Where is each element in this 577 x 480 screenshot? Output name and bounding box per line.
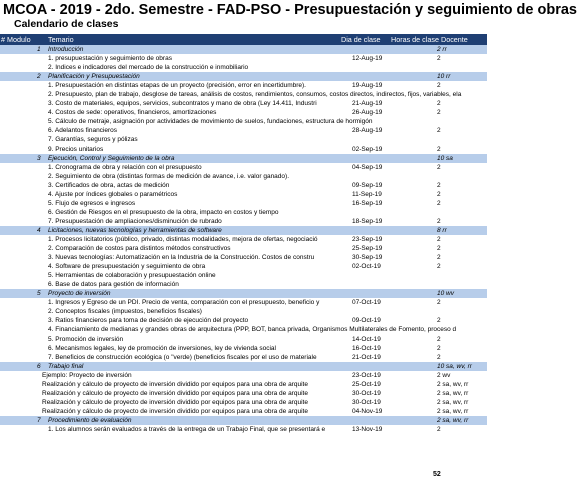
topic-cell: 6. Gestión de Riesgos en el presupuesto de la obra, impacto en costos y tiempo: [48, 208, 279, 216]
topic-cell: 2. Presupuesto, plan de trabajo, desglose de tareas, análisis de costos, rendimientos, consumos, costos directos, indirectos, fijos, variables, ela: [48, 91, 462, 99]
hours-teacher-cell: 2: [437, 245, 441, 253]
topic-cell: Introducción: [48, 46, 84, 53]
table-row[interactable]: [0, 190, 487, 199]
topic-cell: 4. Financiamiento de medianas y grandes obras de arquitectura (PPP, BOT, banca privada, Organismos Multilaterales de Fomento, proceso d: [48, 326, 457, 334]
class-date-cell: 23-Oct-19: [352, 371, 381, 379]
topic-cell: 7. Beneficios de construcción ecológica (o "verde) (beneficios fiscales por el uso de materiale: [48, 353, 317, 361]
topic-cell: 6. Base de datos para gestión de información: [48, 281, 179, 289]
header-temario[interactable]: Temario: [48, 35, 74, 44]
module-number: 1: [37, 46, 41, 53]
module-number: 6: [37, 362, 41, 370]
topic-cell: 3. Ratios financieros para toma de decisión de ejecución del proyecto: [48, 317, 249, 325]
table-row[interactable]: [0, 407, 487, 416]
table-row[interactable]: [0, 325, 487, 334]
class-date-cell: 11-Sep-19: [352, 190, 382, 198]
table-row[interactable]: [0, 199, 487, 208]
topic-cell: 3. Costo de materiales, equipos, servicios, subcontratos y mano de obra (Ley 14.411, Industri: [48, 100, 317, 108]
hours-teacher-cell: 2: [437, 344, 441, 352]
topic-cell: 5. Cálculo de metraje, asignación por actividades de movimiento de suelos, fundaciones, estructura de hormigón: [48, 118, 373, 126]
table-row[interactable]: [0, 389, 487, 398]
table-row[interactable]: [0, 271, 487, 280]
table-row[interactable]: [0, 307, 487, 316]
class-date-cell: 16-Oct-19: [352, 344, 381, 352]
class-date-cell: 02-Sep-19: [352, 145, 383, 153]
module-number: 5: [37, 290, 41, 298]
class-date-cell: 25-Oct-19: [352, 380, 381, 388]
hours-teacher-cell: 2: [437, 335, 441, 343]
table-row[interactable]: [0, 262, 487, 271]
hours-teacher-cell: 2 sa, wv, rr: [437, 398, 469, 406]
section-row[interactable]: [0, 416, 487, 425]
table-row[interactable]: [0, 380, 487, 389]
topic-cell: Proyecto de inversión: [48, 290, 111, 298]
topic-cell: 3. Nuevas tecnologías: Automatización en la Industria de la Construcción. Costos de constru: [48, 254, 315, 262]
header-horas[interactable]: Horas de clase: [391, 35, 439, 44]
class-date-cell: 16-Sep-19: [352, 199, 383, 207]
hours-teacher-cell: 10 sa, wv, rr: [437, 362, 472, 370]
hours-teacher-cell: 2: [437, 263, 441, 271]
topic-cell: 1. Ingresos y Egreso de un PDI. Precio de venta, comparación con el presupuesto, beneficio y: [48, 299, 320, 307]
table-header: [0, 34, 487, 45]
class-date-cell: 28-Aug-19: [352, 127, 383, 135]
table-row[interactable]: [0, 181, 487, 190]
topic-cell: Procedimiento de evaluación: [48, 416, 132, 424]
hours-teacher-cell: 2: [437, 82, 441, 90]
hours-teacher-cell: 2: [437, 100, 441, 108]
table-row[interactable]: [0, 253, 487, 262]
hours-teacher-cell: 2: [437, 425, 441, 433]
hours-teacher-cell: 2: [437, 190, 441, 198]
hours-teacher-cell: 2: [437, 317, 441, 325]
topic-cell: 5. Flujo de egresos e ingresos: [48, 199, 136, 207]
class-date-cell: 12-Aug-19: [352, 55, 383, 63]
class-date-cell: 09-Sep-19: [352, 181, 383, 189]
section-row[interactable]: [0, 154, 487, 163]
table-row[interactable]: [0, 235, 487, 244]
topic-cell: 2. Comparación de costos para distintos métodos constructivos: [48, 245, 231, 253]
table-row[interactable]: [0, 54, 487, 63]
header-modulo[interactable]: # Modulo: [1, 35, 31, 44]
topic-cell: 1. Los alumnos serán evaluados a través de la entrega de un Trabajo Final, que se presentará e: [48, 425, 326, 433]
hours-teacher-cell: 2: [437, 163, 441, 171]
table-row[interactable]: [0, 126, 487, 135]
class-date-cell: 04-Nov-19: [352, 407, 383, 415]
table-row[interactable]: [0, 335, 487, 344]
topic-cell: 7. Garantías, seguros y pólizas: [48, 136, 138, 144]
table-row[interactable]: [0, 117, 487, 126]
section-row[interactable]: [0, 226, 487, 235]
module-number: 4: [37, 226, 41, 234]
section-row[interactable]: [0, 289, 487, 298]
class-date-cell: 23-Sep-19: [352, 235, 383, 243]
topic-cell: 3. Certificados de obra, actas de medición: [48, 181, 170, 189]
total-hours-value: 52: [433, 471, 441, 478]
topic-cell: Trabajo final: [48, 362, 84, 370]
topic-cell: Realización y cálculo de proyecto de inversión dividido por equipos para una obra de arquite: [42, 398, 308, 406]
hours-teacher-cell: 10 rr: [437, 73, 451, 81]
topic-cell: Planificación y Presupuestación: [48, 73, 140, 81]
table-row[interactable]: [0, 172, 487, 181]
table-row[interactable]: [0, 344, 487, 353]
table-row[interactable]: [0, 298, 487, 307]
hours-teacher-cell: 2: [437, 235, 441, 243]
hours-teacher-cell: 2 sa, wv, rr: [437, 416, 469, 424]
class-date-cell: 19-Aug-19: [352, 82, 383, 90]
table-row[interactable]: [0, 63, 487, 72]
class-date-cell: 21-Aug-19: [352, 100, 383, 108]
table-row[interactable]: [0, 90, 487, 99]
topic-cell: 1. Cronograma de obra y relación con el presupuesto: [48, 163, 202, 171]
topic-cell: Realización y cálculo de proyecto de inversión dividido por equipos para una obra de arquite: [42, 389, 308, 397]
topic-cell: 5. Herramientas de colaboración y presupuestación online: [48, 272, 216, 280]
table-row[interactable]: [0, 217, 487, 226]
topic-cell: 4. Ajuste por índices globales o paramétricos: [48, 190, 178, 198]
hours-teacher-cell: 10 sa: [437, 154, 453, 162]
class-date-cell: 30-Oct-19: [352, 389, 381, 397]
table-row[interactable]: [0, 316, 487, 325]
table-row[interactable]: [0, 244, 487, 253]
topic-cell: Realización y cálculo de proyecto de inversión dividido por equipos para una obra de arquite: [42, 407, 308, 415]
module-number: 7: [37, 416, 41, 424]
class-date-cell: 07-Oct-19: [352, 299, 381, 307]
table-row[interactable]: [0, 371, 487, 380]
topic-cell: 6. Mecanismos legales, ley de promoción de inversiones, ley de vivienda social: [48, 344, 276, 352]
table-row[interactable]: [0, 81, 487, 90]
topic-cell: 2. Conceptos fiscales (impuestos, beneficios fiscales): [48, 308, 202, 316]
module-number: 3: [37, 154, 41, 162]
header-dia[interactable]: Dia de clase: [341, 35, 381, 44]
section-row[interactable]: [0, 45, 487, 54]
topic-cell: 9. Precios unitarios: [48, 145, 104, 153]
table-row[interactable]: [0, 135, 487, 144]
table-row[interactable]: [0, 425, 487, 434]
table-row[interactable]: [0, 353, 487, 362]
topic-cell: Realización y cálculo de proyecto de inversión dividido por equipos para una obra de arquite: [42, 380, 308, 388]
class-date-cell: 30-Oct-19: [352, 398, 381, 406]
hours-teacher-cell: 2: [437, 109, 441, 117]
hours-teacher-cell: 2: [437, 353, 441, 361]
topic-cell: 1. Presupuestación en distintas etapas de un proyecto (precisión, error en incertidumbre).: [48, 82, 306, 90]
class-date-cell: 25-Sep-19: [352, 245, 383, 253]
class-date-cell: 26-Aug-19: [352, 109, 383, 117]
class-date-cell: 02-Oct-19: [352, 263, 381, 271]
table-body: [0, 45, 487, 434]
topic-cell: Licitaciones, nuevas tecnologías y herramientas de software: [48, 226, 222, 234]
class-date-cell: 09-Oct-19: [352, 317, 381, 325]
page-title: MCOA - 2019 - 2do. Semestre - FAD-PSO - Presupuestación y seguimiento de obras: [3, 2, 577, 18]
class-date-cell: 30-Sep-19: [352, 254, 383, 262]
topic-cell: 1. Procesos licitatorios (público, privado, distintas modalidades, mejora de ofertas, negociació: [48, 235, 318, 243]
hours-teacher-cell: 2 sa, wv, rr: [437, 389, 469, 397]
hours-teacher-cell: 2: [437, 127, 441, 135]
table-row[interactable]: [0, 99, 487, 108]
hours-teacher-cell: 2: [437, 145, 441, 153]
hours-teacher-cell: 2 wv: [437, 371, 451, 379]
hours-teacher-cell: 2: [437, 217, 441, 225]
hours-teacher-cell: 8 rr: [437, 226, 447, 234]
topic-cell: 4. Costos de sede: operativos, financieros, amortizaciones: [48, 109, 217, 117]
total-hours: [425, 470, 487, 480]
topic-cell: Ejemplo: Proyecto de inversión: [42, 371, 132, 379]
table-row[interactable]: [0, 208, 487, 217]
class-date-cell: 13-Nov-19: [352, 425, 383, 433]
hours-teacher-cell: 2 rr: [437, 46, 447, 53]
hours-teacher-cell: 2: [437, 181, 441, 189]
table-row[interactable]: [0, 398, 487, 407]
topic-cell: Ejecución, Control y Seguimiento de la obra: [48, 154, 175, 162]
hours-teacher-cell: 2: [437, 199, 441, 207]
hours-teacher-cell: 2: [437, 254, 441, 262]
table-row[interactable]: [0, 145, 487, 154]
topic-cell: 4. Software de presupuestación y seguimiento de obra: [48, 263, 206, 271]
hours-teacher-cell: 2 sa, wv, rr: [437, 407, 469, 415]
hours-teacher-cell: 2 sa, wv, rr: [437, 380, 469, 388]
topic-cell: 7. Presupuestación de ampliaciones/disminución de rubrado: [48, 217, 222, 225]
section-row[interactable]: [0, 72, 487, 81]
topic-cell: 2. Indices e indicadores del mercado de la construcción e inmobiliario: [48, 64, 249, 72]
hours-teacher-cell: 10 wv: [437, 290, 454, 298]
hours-teacher-cell: 2: [437, 299, 441, 307]
table-row[interactable]: [0, 163, 487, 172]
topic-cell: 2. Seguimiento de obra (distintas formas de medición de avance, i.e. valor ganado).: [48, 172, 289, 180]
module-number: 2: [37, 73, 41, 81]
class-date-cell: 18-Sep-19: [352, 217, 383, 225]
table-row[interactable]: [0, 108, 487, 117]
topic-cell: 1. presupuestación y seguimiento de obras: [48, 55, 172, 63]
table-row[interactable]: [0, 280, 487, 289]
hours-teacher-cell: 2: [437, 55, 441, 63]
class-date-cell: 14-Oct-19: [352, 335, 381, 343]
class-date-cell: 21-Oct-19: [352, 353, 381, 361]
header-docente[interactable]: Docente: [441, 35, 468, 44]
section-row[interactable]: [0, 362, 487, 371]
topic-cell: 5. Promoción de inversión: [48, 335, 124, 343]
topic-cell: 6. Adelantos financieros: [48, 127, 118, 135]
class-date-cell: 04-Sep-19: [352, 163, 383, 171]
page-subtitle: Calendario de clases: [14, 18, 119, 30]
